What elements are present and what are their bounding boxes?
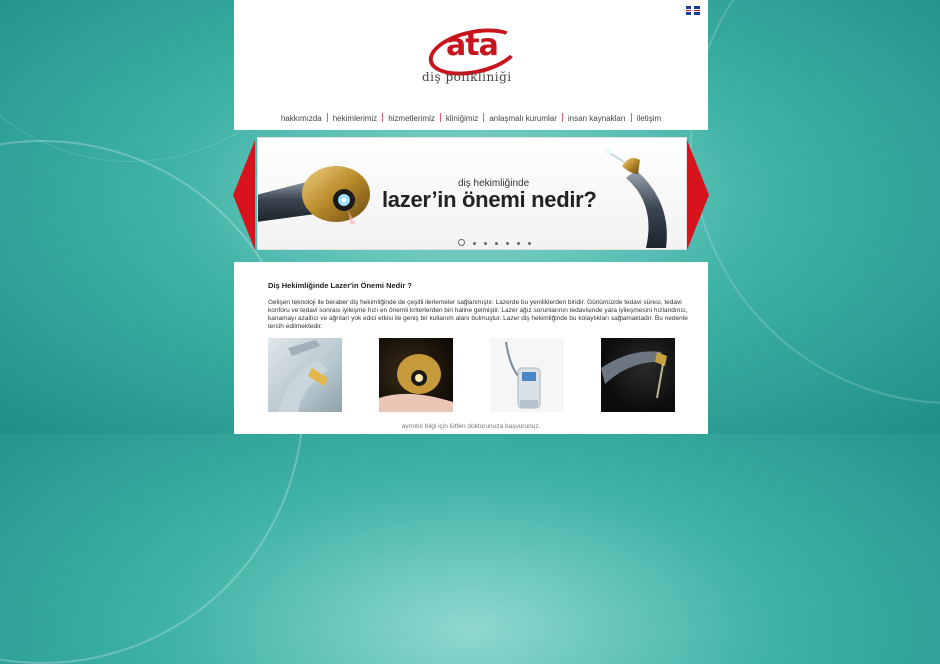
background-swoosh — [690, 0, 940, 404]
slide-title: lazer’in önemi nedir? — [382, 187, 597, 212]
site-header — [234, 0, 708, 130]
slide-dot[interactable] — [506, 242, 509, 245]
nav-item-hakkimizda[interactable]: hakkımızda — [280, 114, 322, 123]
slide-dot[interactable] — [458, 239, 465, 246]
article-panel — [234, 262, 708, 434]
nav-separator — [483, 113, 484, 122]
laser-device-photo-graphic — [490, 338, 564, 412]
nav-separator — [631, 113, 632, 122]
logo-word: ata — [446, 28, 498, 63]
ata-logo[interactable] — [424, 28, 524, 88]
slider-prev-arrow-icon[interactable] — [233, 140, 255, 250]
laser-handpiece-right-image — [586, 144, 686, 248]
laser-handpiece-photo[interactable] — [268, 338, 342, 412]
nav-item-insan-kaynaklari[interactable]: insan kaynakları — [567, 114, 626, 123]
nav-separator — [327, 113, 328, 122]
laser-beam-tip-photo[interactable] — [601, 338, 675, 412]
nav-separator — [440, 113, 441, 122]
nav-item-iletisim[interactable]: iletişim — [636, 114, 662, 123]
logo-subtitle: diş polikliniği — [422, 70, 512, 84]
slide-subtitle: diş hekimliğinde — [458, 178, 530, 189]
slide-indicator — [454, 232, 535, 250]
footer-note: ayrıntılı bilgi için lütfen doktorunuza başvurunuz. — [401, 423, 541, 430]
slide-banner[interactable] — [257, 137, 687, 250]
slider-next-arrow-icon[interactable] — [687, 140, 709, 250]
nav-item-hekimlerimiz[interactable]: hekimlerimiz — [332, 114, 378, 123]
nav-item-hizmetlerimiz[interactable]: hizmetlerimiz — [388, 114, 435, 123]
nav-separator — [382, 113, 383, 122]
nav-item-anlasmali-kurumlar[interactable]: anlaşmalı kurumlar — [489, 114, 557, 123]
handpiece-photo-graphic — [268, 338, 342, 412]
nav-item-klinigimiz[interactable]: kliniğimiz — [445, 114, 479, 123]
slide-dot[interactable] — [528, 242, 531, 245]
article-body: Gelişen teknoloji ile beraber diş hekimliğinde de çeşitli ilerlemeler sağlanmıştır. Lazerde bu yeniliklerden biridir. Günümüzde tedavi süresi, tedavi konforu ve tedavi sonrası iyileşme hızı en önemli kriterlerden biri haline gelmiştir. Lazer ağız sorunlarının tedavisinde yara iyileşmesini hızlandırıcı, kanamayı azaltıcı ve ağrıları yok edici etkisi ile geniş bir kullanım alanı bulmuştur. Lazer diş hekimliğinde bu kolaylıkları sağlamaktadır. Bu nedenle tercih edilmektedir. — [268, 299, 688, 330]
laser-tip-photo-graphic — [379, 338, 453, 412]
main-nav — [234, 113, 708, 123]
laser-tip-in-mouth-photo[interactable] — [379, 338, 453, 412]
article-heading: Diş Hekimliğinde Lazer'in Önemi Nedir ? — [268, 281, 412, 290]
laser-handpiece-left-image — [257, 160, 380, 224]
uk-flag-icon[interactable] — [686, 6, 700, 15]
laser-beam-photo-graphic — [601, 338, 675, 412]
slide-dot[interactable] — [517, 242, 520, 245]
slide-dot[interactable] — [473, 242, 476, 245]
laser-device-unit-photo[interactable] — [490, 338, 564, 412]
slide-dot[interactable] — [495, 242, 498, 245]
nav-separator — [562, 113, 563, 122]
slide-dot[interactable] — [484, 242, 487, 245]
hero-slider — [233, 134, 709, 256]
